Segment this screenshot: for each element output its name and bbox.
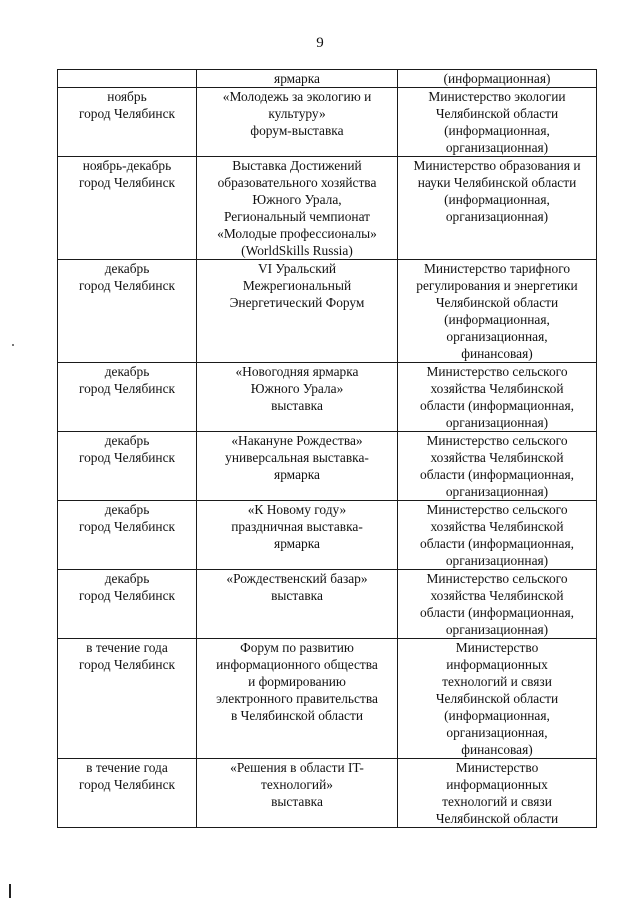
cell-event (197, 260, 398, 363)
cell-line: Челябинской области (435, 295, 559, 310)
cell-line: Региональный чемпионат (223, 209, 371, 224)
cell-line: информационных (446, 777, 548, 792)
cell-line: декабрь (104, 364, 150, 379)
cell-line: области (информационная, (420, 536, 574, 551)
cell-line: и формированию (248, 674, 346, 689)
cell-date-place (58, 570, 197, 639)
cell-line: декабрь (104, 433, 150, 448)
cell-organizer (398, 88, 597, 157)
cell-line: город Челябинск (78, 106, 176, 121)
table-row (58, 70, 597, 88)
cell-line: области (информационная, (420, 398, 574, 413)
cell-line: организационная, (446, 329, 548, 344)
table-row (58, 639, 597, 759)
cell-line: Форум по развитию (240, 640, 354, 655)
cell-line: декабрь (104, 261, 150, 276)
cell-line: Выставка Достижений (232, 158, 362, 173)
cell-organizer (398, 759, 597, 828)
events-table (57, 69, 597, 828)
cell-line: Челябинской области (435, 106, 559, 121)
table-row (58, 260, 597, 363)
cell-line: организационная) (445, 209, 549, 224)
cell-line: город Челябинск (78, 588, 176, 603)
cell-date-place (58, 639, 197, 759)
cell-line: науки Челябинской области (417, 175, 577, 190)
cell-line: (информационная, (444, 192, 550, 207)
cell-line: (информационная, (444, 312, 550, 327)
cell-line: «Решения в области IT- (230, 760, 364, 775)
cell-line: (WorldSkills Russia) (241, 243, 353, 258)
cell-line: (информационная, (444, 708, 550, 723)
cell-line: организационная) (445, 140, 549, 155)
cell-line: Министерство сельского (426, 433, 568, 448)
cell-line: «Молодежь за экологию и (222, 89, 372, 104)
cell-line: финансовая) (461, 742, 533, 757)
cell-event (197, 639, 398, 759)
cell-line: Министерство сельского (426, 364, 568, 379)
table-row (58, 759, 597, 828)
cell-line: организационная) (445, 415, 549, 430)
scan-dot (12, 344, 14, 346)
cell-line: «Молодые профессионалы» (217, 226, 377, 241)
cell-line: технологий» (261, 777, 333, 792)
cell-event (197, 70, 398, 88)
cell-event (197, 157, 398, 260)
cell-line: в течение года (86, 640, 168, 655)
cell-organizer (398, 432, 597, 501)
cell-line: в Челябинской области (230, 708, 364, 723)
cell-line: «Накануне Рождества» (231, 433, 363, 448)
cell-line: хозяйства Челябинской (430, 381, 564, 396)
cell-line: город Челябинск (78, 175, 176, 190)
cell-line: город Челябинск (78, 450, 176, 465)
cell-line: Южного Урала, (252, 192, 342, 207)
cell-line: хозяйства Челябинской (430, 450, 564, 465)
cell-line: информационного общества (216, 657, 378, 672)
cell-line: образовательного хозяйства (217, 175, 377, 190)
cell-line: универсальная выставка- (225, 450, 369, 465)
cell-line: выставка (271, 588, 323, 603)
cell-organizer (398, 570, 597, 639)
cell-date-place (58, 363, 197, 432)
page-number: 9 (316, 35, 324, 51)
cell-line: технологий и связи (442, 674, 552, 689)
cell-line: Челябинской области (435, 691, 559, 706)
cell-organizer (398, 157, 597, 260)
cell-line: город Челябинск (78, 777, 176, 792)
cell-date-place (58, 70, 197, 88)
cell-line: форум-выставка (250, 123, 344, 138)
cell-line: хозяйства Челябинской (430, 588, 564, 603)
cell-organizer (398, 260, 597, 363)
cell-date-place (58, 157, 197, 260)
cell-line: финансовая) (461, 346, 533, 361)
cell-date-place (58, 432, 197, 501)
cell-line: (информационная, (444, 123, 550, 138)
cell-line: выставка (271, 794, 323, 809)
cell-line: (информационная) (443, 71, 551, 86)
cell-line: Министерство экологии (428, 89, 566, 104)
cell-line: «Новогодняя ярмарка (235, 364, 359, 379)
cell-line: ярмарка (274, 467, 320, 482)
cell-line: Министерство (455, 640, 539, 655)
cell-line: организационная) (445, 553, 549, 568)
cell-event (197, 570, 398, 639)
table-row (58, 88, 597, 157)
cell-event (197, 501, 398, 570)
cell-date-place (58, 260, 197, 363)
cell-event (197, 88, 398, 157)
cell-line: Энергетический Форум (229, 295, 365, 310)
cell-line: декабрь (104, 571, 150, 586)
cell-line: выставка (271, 398, 323, 413)
cell-organizer (398, 70, 597, 88)
table-row (58, 363, 597, 432)
cell-line: город Челябинск (78, 381, 176, 396)
cell-line: Министерство сельского (426, 571, 568, 586)
cell-line: Министерство сельского (426, 502, 568, 517)
cell-line: декабрь (104, 502, 150, 517)
cell-line: культуру» (268, 106, 326, 121)
cell-line: ярмарка (274, 71, 320, 86)
events-table-body (58, 70, 597, 828)
cell-line: организационная) (445, 622, 549, 637)
cell-event (197, 363, 398, 432)
cell-line: Министерство (455, 760, 539, 775)
cell-line: электронного правительства (216, 691, 378, 706)
cell-line: праздничная выставка- (231, 519, 363, 534)
cell-line: город Челябинск (78, 278, 176, 293)
table-row (58, 570, 597, 639)
cell-event (197, 759, 398, 828)
cell-line: город Челябинск (78, 519, 176, 534)
cell-line: ярмарка (274, 536, 320, 551)
cell-organizer (398, 639, 597, 759)
cell-line: VI Уральский (257, 261, 337, 276)
cell-line: в течение года (86, 760, 168, 775)
cell-line: Челябинской области (435, 811, 559, 826)
cell-line: «К Новому году» (247, 502, 347, 517)
scan-margin-mark (9, 884, 11, 898)
cell-line: ноябрь (107, 89, 147, 104)
cell-line: хозяйства Челябинской (430, 519, 564, 534)
cell-line: Южного Урала» (250, 381, 344, 396)
cell-line: город Челябинск (78, 657, 176, 672)
cell-line: Министерство образования и (413, 158, 581, 173)
cell-line: Министерство тарифного (423, 261, 571, 276)
cell-line: Межрегиональный (242, 278, 352, 293)
cell-line: области (информационная, (420, 467, 574, 482)
table-row (58, 432, 597, 501)
cell-line: технологий и связи (442, 794, 552, 809)
cell-line: информационных (446, 657, 548, 672)
cell-line: организационная, (446, 725, 548, 740)
cell-organizer (398, 501, 597, 570)
cell-organizer (398, 363, 597, 432)
cell-date-place (58, 88, 197, 157)
cell-event (197, 432, 398, 501)
table-row (58, 501, 597, 570)
cell-line: «Рождественский базар» (226, 571, 368, 586)
cell-line: области (информационная, (420, 605, 574, 620)
cell-date-place (58, 759, 197, 828)
cell-line: ноябрь-декабрь (82, 158, 172, 173)
cell-line: организационная) (445, 484, 549, 499)
table-row (58, 157, 597, 260)
cell-line: регулирования и энергетики (416, 278, 578, 293)
cell-date-place (58, 501, 197, 570)
